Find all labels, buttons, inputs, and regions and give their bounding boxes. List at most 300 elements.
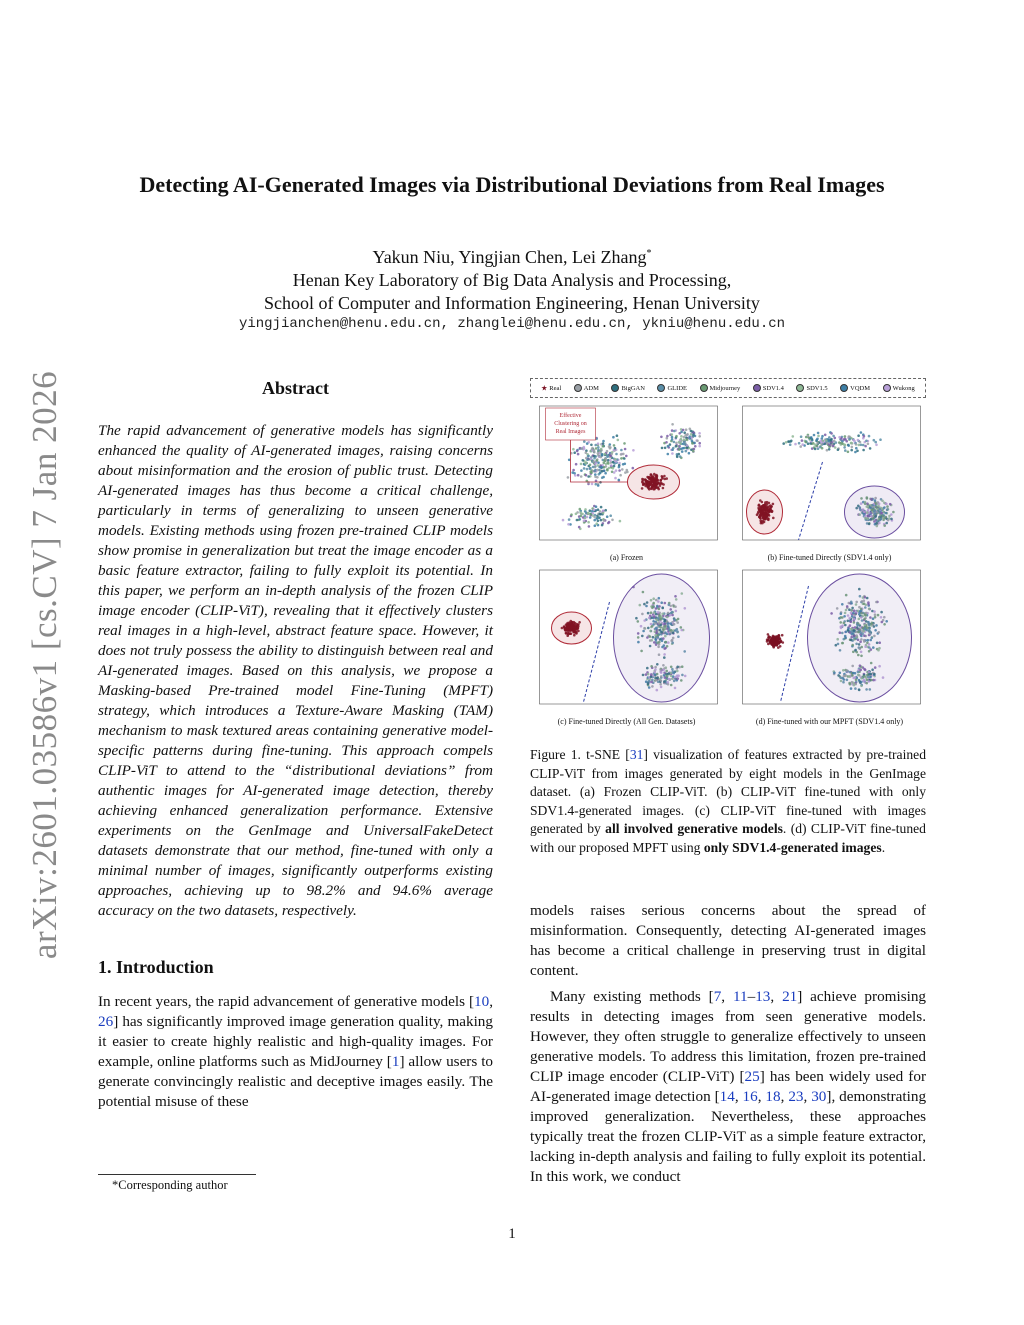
scatter-point [685,450,688,453]
scatter-point [583,520,586,523]
body-paragraph-1: models raises serious concerns about the spread of misinformation. Consequently, detecting AI-generated images has become a critical challenge in preserving trust in digital content. [530,902,926,979]
scatter-point [613,465,616,468]
scatter-point [785,441,788,444]
scatter-point [855,447,858,450]
scatter-point [611,519,614,522]
scatter-point [600,466,603,469]
scatter-point [597,520,600,523]
legend-entry [611,384,644,392]
panel-a [530,402,723,562]
scatter-point [585,451,588,454]
legend-label: SDV1.5 [806,384,828,392]
scatter-point [693,442,696,445]
scatter-point [623,442,626,445]
scatter-point [598,516,601,519]
legend-entry [840,384,870,392]
scatter-point [776,640,779,643]
legend-label: Wukong [892,384,915,392]
scatter-point [680,435,683,438]
panel-c-caption: (c) Fine-tuned Directly (All Gen. Datasets) [557,717,696,726]
scatter-point [838,441,841,444]
legend-entry [753,384,784,392]
scatter-point [693,448,696,451]
scatter-point [683,431,686,434]
scatter-point [593,449,596,452]
scatter-point [576,519,579,522]
scatter-point [667,445,670,448]
scatter-point [832,445,835,448]
scatter-point [592,460,595,463]
figure-legend [530,378,926,398]
scatter-point [575,513,578,516]
scatter-point [671,433,674,436]
scatter-point [585,474,588,477]
corresponding-mark: * [646,248,652,259]
footnote-rule [98,1174,256,1175]
scatter-point [603,466,606,469]
scatter-point [620,449,623,452]
arxiv-stamp [24,370,66,960]
scatter-point [790,440,793,443]
figure-caption: Figure 1. t-SNE [31] visualization of features extracted by pre-trained CLIP-ViT from images generated by eight models in the GenImage dataset. (a) Frozen CLIP-ViT. (b) CLIP-ViT fine-tuned with only SDV1.4-generated images. (c) CLIP-ViT fine-tuned with images generated by all involved generative models. (d) CLIP-ViT fine-tuned with our proposed MPFT using only SDV1.4-generated images. [530,747,926,855]
scatter-point [879,438,882,441]
scatter-point [585,461,588,464]
scatter-point [683,439,686,442]
scatter-point [666,435,669,438]
scatter-point [696,439,699,442]
scatter-point [587,455,590,458]
scatter-point [799,445,802,448]
scatter-point [618,469,621,472]
real-cluster-ellipse [628,465,680,499]
scatter-point [875,444,878,447]
scatter-point [686,444,689,447]
body-paragraph-2: Many existing methods [7, 11–13, 21] achieve promising results in detecting images from seen generative models. However, they often struggle to generalize effectively to unseen generative models. To address this limitation, frozen pre-trained CLIP image encoder (CLIP-ViT) [25] has been widely used for AI-generated image detection [14, 16, 18, 23, 30], demonstrating improved generalization. Nevertheless, these approaches typically treat the frozen CLIP-ViT as a simple feature extractor, lacking in-depth analysis and failing to fully exploit its potential. In this work, we conduct [530,988,927,1185]
scatter-point [609,459,612,462]
scatter-point [589,464,592,467]
scatter-point [610,453,613,456]
scatter-point [595,483,598,486]
legend-marker [657,384,665,392]
scatter-point [660,436,663,439]
author-block [80,242,944,315]
citation-link[interactable]: 26 [98,1013,114,1030]
scatter-point [776,638,779,641]
scatter-point [606,450,609,453]
scatter-point [843,446,846,449]
real-cluster-ellipse [552,612,592,644]
scatter-point [588,525,591,528]
scatter-point [584,514,587,517]
citation-link[interactable]: 25 [744,1068,760,1085]
legend-entry [796,384,827,392]
scatter-point [671,436,674,439]
scatter-point [794,443,797,446]
scatter-point [589,509,592,512]
scatter-point [667,453,670,456]
affiliation-line-1: Henan Key Laboratory of Big Data Analysis and Processing, [292,270,732,290]
scatter-point [689,428,692,431]
scatter-point [671,429,674,432]
scatter-point [821,435,824,438]
scatter-point [679,443,682,446]
scatter-point [676,456,679,459]
legend-marker [611,384,619,392]
scatter-point [813,434,816,437]
scatter-point [837,448,840,451]
scatter-point [773,644,776,647]
scatter-point [593,508,596,511]
scatter-point [579,508,582,511]
scatter-point [869,447,872,450]
scatter-point [825,439,828,442]
scatter-point [587,475,590,478]
scatter-point [798,442,801,445]
scatter-point [692,450,695,453]
legend-label: Midjourney [709,384,741,392]
legend-entry [883,384,915,392]
scatter-point [609,514,612,517]
legend-entry [541,385,561,392]
scatter-point [859,441,862,444]
scatter-point [594,473,597,476]
scatter-point [587,512,590,515]
scatter-point [868,435,871,438]
scatter-point [621,468,624,471]
scatter-point [777,646,780,649]
scatter-point [834,437,837,440]
scatter-point [801,439,804,442]
scatter-point [570,513,573,516]
paper-title: Detecting AI-Generated Images via Distributional Deviations from Real Images [139,172,885,197]
scatter-point [587,521,590,524]
panel-c [530,566,723,726]
scatter-point [591,483,594,486]
scatter-point [602,440,605,443]
scatter-point [592,466,595,469]
scatter-point [583,440,586,443]
scatter-point [607,461,610,464]
scatter-point [603,519,606,522]
scatter-point [577,474,580,477]
scatter-point [826,449,829,452]
scatter-point [807,442,810,445]
scatter-point [678,445,681,448]
scatter-point [820,441,823,444]
scatter-point [594,524,597,527]
scatter-point [581,447,584,450]
tsne-plot-finetuned-all [530,566,723,716]
panel-d [733,566,926,726]
scatter-point [827,439,830,442]
scatter-point [586,442,589,445]
scatter-point [838,436,841,439]
scatter-point [698,432,701,435]
scatter-point [671,438,674,441]
scatter-point [671,423,674,426]
scatter-point [828,443,831,446]
scatter-point [613,462,616,465]
scatter-point [626,471,629,474]
scatter-point [685,428,688,431]
scatter-point [583,447,586,450]
scatter-point [675,445,678,448]
scatter-point [661,447,664,450]
scatter-point [602,476,605,479]
intro-paragraph: In recent years, the rapid advancement of generative models [10, 26] has significantly improved image generation quality, making it easier to create highly realistic and high-quality images. For example, online platforms such as MidJourney [1] allow users to generate convincingly realistic and deceptive images easily. The potential misuse of these [98,993,494,1110]
scatter-point [779,641,782,644]
scatter-point [632,449,635,452]
scatter-point [873,439,876,442]
scatter-point [597,464,600,467]
citation-link[interactable]: 14 [719,1088,735,1105]
scatter-point [817,432,820,435]
scatter-point [691,442,694,445]
scatter-point [589,516,592,519]
scatter-point [617,439,620,442]
abstract-body: The rapid advancement of generative models has significantly enhanced the quality of AI-generated images, raising concerns about misinformation and the erosion of public trust. Detecting AI-generated images has thus become a critical challenge, particularly in terms of generalizing to unseen generative models. Existing methods using frozen pre-trained CLIP models show promise in generalization but treat the image encoder as a basic feature extractor, failing to fully exploit its potential. In this paper, we perform an in-depth analysis of the frozen CLIP image encoder (CLIP-ViT), revealing that it effectively clusters real images in a high-level, abstract feature space. However, it does not truly possess the ability to distinguish between real and AI-generated images. Based on this analysis, we propose a Masking-based Pre-trained model Fine-Tuning (MPFT) strategy, which introduces a Texture-Aware Masking (TAM) mechanism to mask textured areas containing generative model-specific patterns during fine-tuning. This approach compels CLIP-ViT to attend to the “distributional deviations” from authentic images for AI-generated image detection, thereby achieving enhanced generalization performance. Extensive experiments on the GenImage and UniversalFakeDetect datasets demonstrate that our method, fine-tuned with only a minimal number of images, significantly outperforms existing approaches, achieving up to 98.2% and 94.6% average accuracy on the two datasets, respectively. [98,422,493,919]
citation-link[interactable]: 18 [765,1088,781,1105]
scatter-point [578,526,581,529]
scatter-point [586,468,589,471]
scatter-point [619,520,622,523]
scatter-point [600,506,603,509]
scatter-point [816,445,819,448]
scatter-point [673,430,676,433]
citation-link[interactable]: 1 [391,1053,400,1070]
annotation-text-2: Clustering on [554,421,587,427]
scatter-point [595,447,598,450]
scatter-point [575,463,578,466]
scatter-point [600,519,603,522]
tsne-plot-mpft [733,566,926,716]
scatter-point [616,434,619,437]
scatter-point [666,437,669,440]
citation-link[interactable]: 21 [782,988,798,1005]
scatter-point [604,509,607,512]
legend-label: GLIDE [667,384,687,392]
scatter-point [582,459,585,462]
scatter-point [572,469,575,472]
scatter-point [602,445,605,448]
scatter-point [857,439,860,442]
scatter-point [855,443,858,446]
citation-link[interactable]: 23 [788,1088,804,1105]
scatter-point [607,459,610,462]
scatter-point [672,447,675,450]
scatter-point [632,467,635,470]
author-names: Yakun Niu, Yingjian Chen, Lei Zhang [372,247,647,267]
left-column [98,378,493,1112]
scatter-point [698,435,701,438]
scatter-point [618,479,621,482]
scatter-point [612,436,615,439]
citation-link[interactable]: 30 [811,1088,827,1105]
scatter-point [782,442,785,445]
scatter-point [698,445,701,448]
annotation-text-1: Effective [559,413,582,419]
fake-cluster-ellipse [614,574,710,702]
citation-link[interactable]: 16 [742,1088,758,1105]
author-emails: yingjianchen@henu.edu.cn, zhanglei@henu.edu.cn, ykniu@henu.edu.cn [238,316,786,332]
scatter-point [789,443,792,446]
scatter-point [580,469,583,472]
scatter-point [824,443,827,446]
scatter-point [573,451,576,454]
scatter-point [675,435,678,438]
scatter-point [865,440,868,443]
scatter-point [688,452,691,455]
scatter-point [680,438,683,441]
citation-link[interactable]: 13 [755,988,771,1005]
scatter-point [681,450,684,453]
scatter-point [862,444,865,447]
scatter-point [609,461,612,464]
scatter-point [664,447,667,450]
scatter-point [689,437,692,440]
scatter-point [603,459,606,462]
scatter-point [774,635,777,638]
scatter-point [816,442,819,445]
right-column [530,378,926,1187]
scatter-point [847,444,850,447]
legend-marker [700,384,708,392]
scatter-point [594,444,597,447]
scatter-point [830,432,833,435]
scatter-point [770,642,773,645]
scatter-point [577,453,580,456]
panel-b-caption: (b) Fine-tuned Directly (SDV1.4 only) [767,553,892,562]
scatter-point [610,464,613,467]
tsne-plot-frozen [530,402,723,552]
scatter-point [604,472,607,475]
scatter-point [844,435,847,438]
panel-b [733,402,926,562]
citation-link[interactable]: 31 [629,747,644,762]
scatter-point [867,443,870,446]
scatter-point [597,484,600,487]
scatter-point [810,436,813,439]
scatter-point [805,441,808,444]
scatter-point [595,505,598,508]
fake-cluster-ellipse [845,486,905,538]
scatter-point [615,453,618,456]
scatter-point [821,447,824,450]
scatter-point [690,433,693,436]
scatter-point [680,431,683,434]
scatter-point [817,435,820,438]
scatter-point [768,637,771,640]
scatter-point [816,438,819,441]
scatter-point [860,431,863,434]
scatter-point [614,477,617,480]
legend-label: Real [549,384,562,392]
scatter-point [771,639,774,642]
scatter-point [602,442,605,445]
scatter-point [580,515,583,518]
legend-entry [657,384,687,392]
scatter-point [581,513,584,516]
scatter-point [600,448,603,451]
scatter-point [594,462,597,465]
citation-link[interactable]: 10 [474,993,490,1010]
scatter-point [601,470,604,473]
scatter-point [864,445,867,448]
scatter-point [590,458,593,461]
scatter-point [606,468,609,471]
scatter-point [593,516,596,519]
scatter-point [601,454,604,457]
scatter-point [602,509,605,512]
scatter-point [571,471,574,474]
legend-label: BigGAN [621,384,645,392]
scatter-point [678,453,681,456]
scatter-point [572,448,575,451]
figure-1 [530,378,926,857]
tsne-plot-finetuned-sdv14 [733,402,926,552]
scatter-point [692,433,695,436]
scatter-point [673,441,676,444]
scatter-point [580,463,583,466]
scatter-point [824,434,827,437]
scatter-point [805,436,808,439]
legend-label: SDV1.4 [762,384,784,392]
scatter-point [618,466,621,469]
legend-marker [753,384,761,392]
real-cluster-ellipse [747,490,783,534]
scatter-point [562,519,565,522]
scatter-point [594,469,597,472]
scatter-point [847,451,850,454]
scatter-point [597,449,600,452]
scatter-point [800,435,803,438]
scatter-point [620,453,623,456]
scatter-point [601,524,604,527]
scatter-point [830,439,833,442]
scatter-point [843,443,846,446]
scatter-point [686,433,689,436]
scatter-point [781,634,784,637]
scatter-point [579,518,582,521]
panel-d-caption: (d) Fine-tuned with our MPFT (SDV1.4 only) [755,717,904,726]
scatter-point [828,436,831,439]
scatter-point [599,510,602,513]
scatter-point [613,471,616,474]
scatter-point [778,636,781,639]
citation-link[interactable]: 7 [713,988,722,1005]
citation-link[interactable]: 11 [732,988,748,1005]
annotation-text-3: Real Images [555,429,586,435]
legend-entry [700,384,741,392]
scatter-point [801,443,804,446]
scatter-point [625,455,628,458]
scatter-point [679,455,682,458]
scatter-point [597,508,600,511]
right-body-text [530,901,926,1187]
scatter-point [614,447,617,450]
scatter-point [698,442,701,445]
scatter-point [817,447,820,450]
legend-marker [883,384,891,392]
scatter-point [814,448,817,451]
scatter-point [597,446,600,449]
scatter-point [623,457,626,460]
scatter-point [808,436,811,439]
footnote: *Corresponding author [112,1178,228,1192]
scatter-point [767,633,770,636]
scatter-point [853,440,856,443]
scatter-point [828,448,831,451]
